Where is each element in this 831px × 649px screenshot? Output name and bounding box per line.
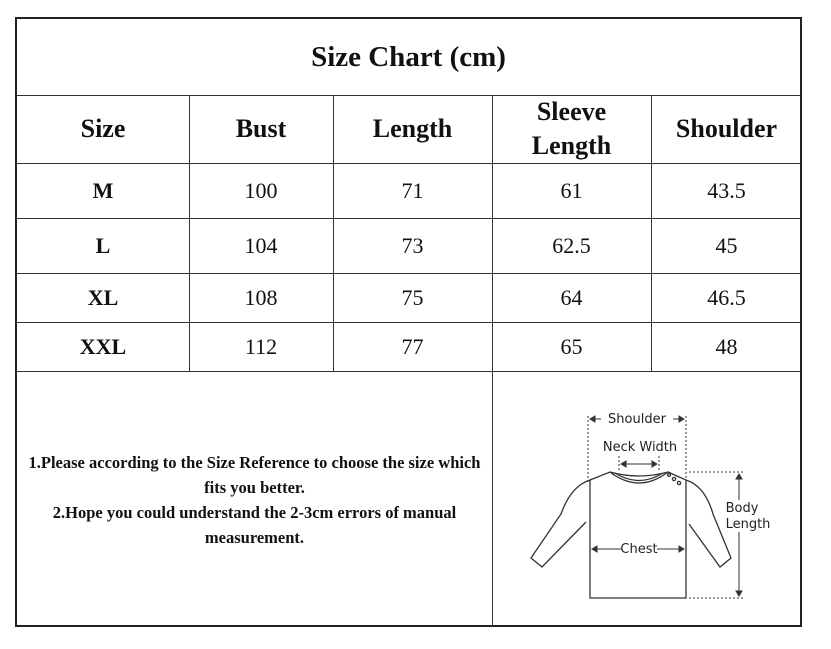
cell-length: 75	[401, 284, 424, 310]
cell-length: 71	[401, 177, 424, 203]
cell-size: L	[95, 232, 111, 258]
cell-bust: 104	[244, 232, 278, 258]
note-2: 2.Hope you could understand the 2-3cm errors of manual measurement.	[52, 502, 457, 547]
cell-size: XL	[87, 284, 119, 310]
cell-size: XXL	[79, 333, 127, 359]
cell-length: 73	[401, 232, 424, 258]
header-length: Length	[372, 114, 453, 143]
header-sleeve-length: Sleeve Length	[531, 97, 612, 160]
header-bust: Bust	[235, 114, 287, 143]
chart-title: Size Chart (cm)	[17, 19, 800, 96]
cell-shoulder: 45	[715, 232, 738, 258]
body-length-label-line2: Length	[725, 517, 771, 532]
chest-label: Chest	[620, 542, 658, 557]
cell-sleeve: 64	[560, 284, 583, 310]
sweater-diagram-icon	[493, 372, 802, 627]
cell-size: M	[92, 177, 114, 203]
cell-length: 77	[401, 333, 424, 359]
cell-shoulder: 43.5	[707, 177, 746, 203]
shoulder-label: Shoulder	[608, 412, 666, 427]
cell-sleeve: 61	[560, 177, 583, 203]
measurement-diagram	[493, 372, 802, 627]
size-notes	[17, 372, 492, 627]
cell-bust: 112	[244, 333, 278, 359]
cell-bust: 108	[244, 284, 278, 310]
size-chart-frame	[15, 17, 802, 627]
header-size: Size	[80, 114, 126, 143]
header-shoulder: Shoulder	[675, 114, 778, 143]
note-1: 1.Please according to the Size Reference to choose the size which fits you better.	[28, 452, 481, 497]
cell-shoulder: 48	[715, 333, 738, 359]
cell-bust: 100	[244, 177, 278, 203]
cell-shoulder: 46.5	[707, 284, 746, 310]
neck-width-label: Neck Width	[602, 440, 678, 455]
cell-sleeve: 65	[560, 333, 583, 359]
cell-sleeve: 62.5	[552, 232, 591, 258]
body-length-label-line1: Body	[725, 501, 759, 516]
